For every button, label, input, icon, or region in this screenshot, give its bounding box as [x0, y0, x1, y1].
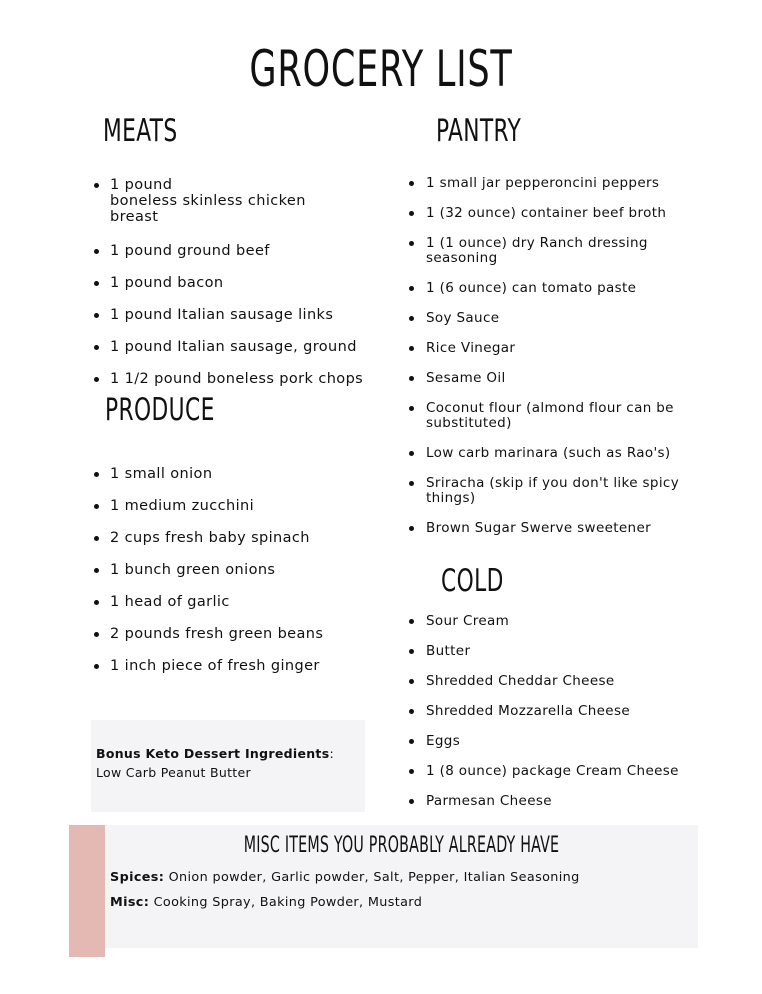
list-item: Parmesan Cheese: [407, 794, 707, 809]
list-item: 1 small onion: [92, 466, 382, 482]
list-item: 1 pound Italian sausage, ground: [92, 339, 382, 355]
meats-item-1-line-1: 1 pound: [110, 177, 173, 193]
list-item: 1 (6 ounce) can tomato paste: [407, 281, 707, 296]
meats-item-1-line-2: boneless skinless chicken breast: [110, 193, 306, 225]
list-item: 2 pounds fresh green beans: [92, 626, 382, 642]
misc-spices-line: [110, 870, 580, 885]
list-item: 1 medium zucchini: [92, 498, 382, 514]
bonus-text: Low Carb Peanut Butter: [96, 765, 251, 780]
misc-accent-bar: [69, 825, 105, 957]
list-item: Eggs: [407, 734, 707, 749]
list-item: 2 cups fresh baby spinach: [92, 530, 382, 546]
list-item: 1 head of garlic: [92, 594, 382, 610]
misc-title: MISC ITEMS YOU PROBABLY ALREADY HAVE: [243, 833, 560, 858]
list-item: Low carb marinara (such as Rao's): [407, 446, 707, 461]
list-item: Soy Sauce: [407, 311, 707, 326]
list-item: 1 (32 ounce) container beef broth: [407, 206, 707, 221]
produce-list: [92, 466, 382, 674]
spices-label: Spices:: [110, 870, 165, 885]
bonus-heading: [96, 744, 360, 763]
list-item: Butter: [407, 644, 707, 659]
list-item: 1 pound ground beef: [92, 243, 382, 259]
list-item: Rice Vinegar: [407, 341, 707, 356]
list-item: 1 small jar pepperoncini peppers: [407, 176, 707, 191]
list-item: Brown Sugar Swerve sweetener: [407, 521, 707, 536]
misc-misc-line: [110, 895, 422, 910]
list-item: Coconut flour (almond flour can be substituted): [407, 401, 707, 431]
cold-heading: COLD: [441, 563, 504, 599]
page-title: GROCERY LIST: [249, 40, 513, 98]
list-item: 1 inch piece of fresh ginger: [92, 658, 382, 674]
pantry-heading: PANTRY: [436, 113, 522, 149]
meats-heading: MEATS: [103, 113, 178, 149]
meats-list: [92, 177, 382, 387]
list-item: Sour Cream: [407, 614, 707, 629]
list-item: [92, 177, 382, 225]
list-item: Sesame Oil: [407, 371, 707, 386]
list-item: Shredded Mozzarella Cheese: [407, 704, 707, 719]
cold-list: [407, 614, 707, 809]
list-item: 1 (1 ounce) dry Ranch dressing seasoning: [407, 236, 707, 266]
list-item: 1 1/2 pound boneless pork chops: [92, 371, 382, 387]
list-item: 1 pound Italian sausage links: [92, 307, 382, 323]
produce-heading: PRODUCE: [105, 392, 215, 428]
misc-text: Cooking Spray, Baking Powder, Mustard: [149, 895, 423, 910]
list-item: 1 (8 ounce) package Cream Cheese: [407, 764, 707, 779]
list-item: Shredded Cheddar Cheese: [407, 674, 707, 689]
misc-label: Misc:: [110, 895, 150, 910]
spices-text: Onion powder, Garlic powder, Salt, Pepper, Italian Seasoning: [164, 870, 580, 885]
bonus-colon: :: [329, 746, 334, 761]
list-item: 1 pound bacon: [92, 275, 382, 291]
misc-panel: [105, 825, 698, 948]
pantry-list: [407, 176, 707, 536]
list-item: Sriracha (skip if you don't like spicy things): [407, 476, 707, 506]
list-item: 1 bunch green onions: [92, 562, 382, 578]
bonus-panel: [91, 720, 365, 812]
bonus-label: Bonus Keto Dessert Ingredients: [96, 746, 330, 761]
